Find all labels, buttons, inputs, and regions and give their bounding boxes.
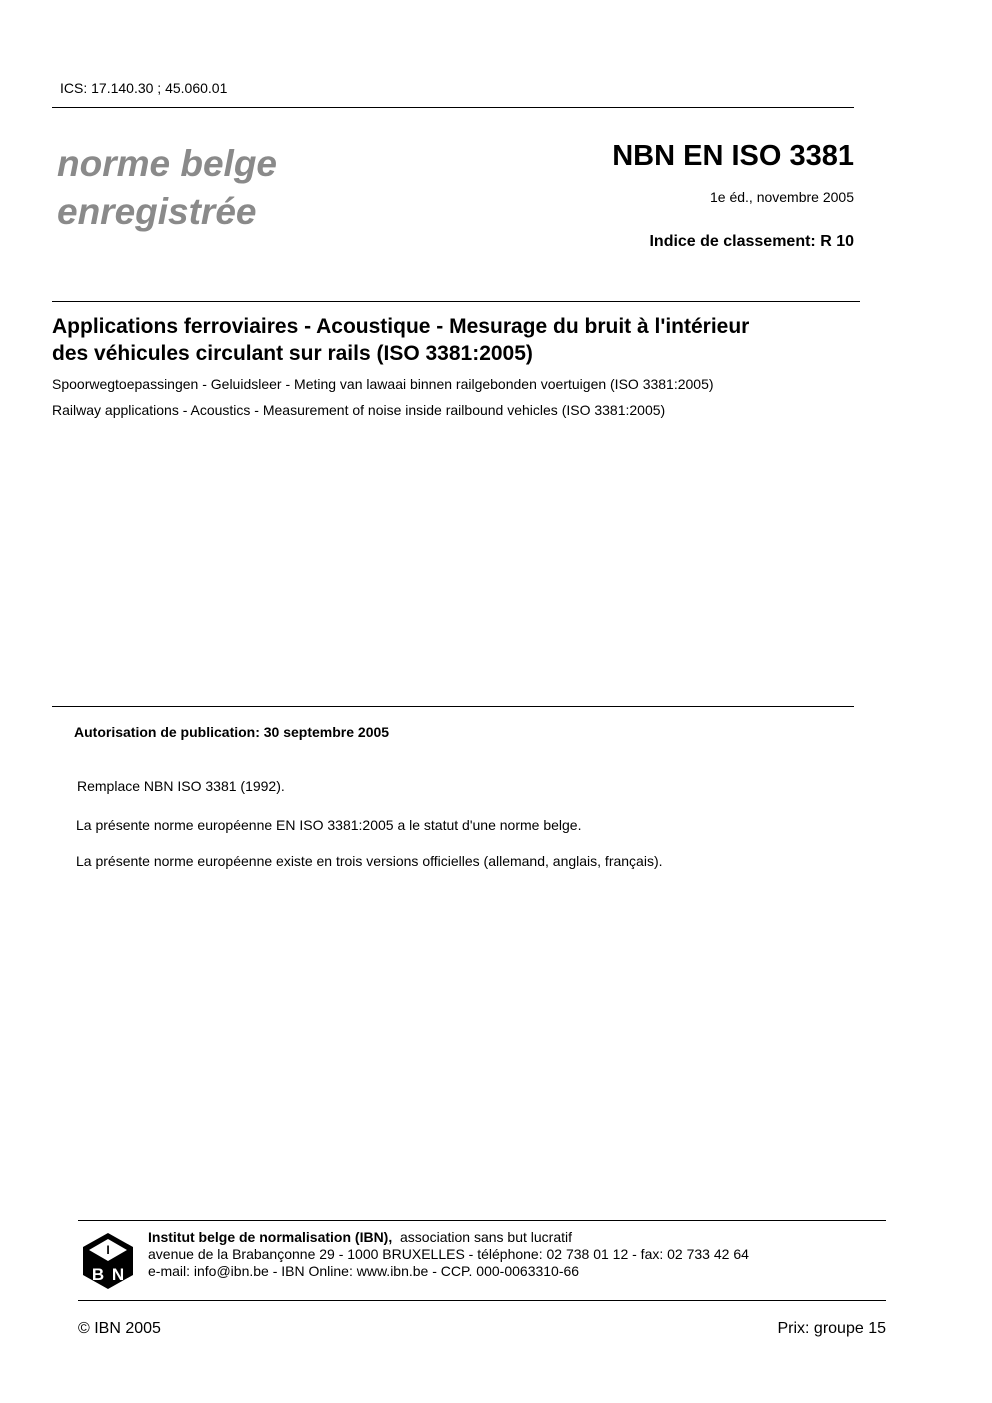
title-english: Railway applications - Acoustics - Measurement of noise inside railbound vehicles (ISO 3381:2005) [52, 402, 666, 418]
footer-top-rule [78, 1220, 886, 1221]
title-dutch: Spoorwegtoepassingen - Geluidsleer - Meting van lawaai binnen railgebonden voertuigen (ISO 3381:2005) [52, 376, 714, 392]
standard-number: NBN EN ISO 3381 [612, 140, 854, 172]
publication-authorization: Autorisation de publication: 30 septembre 2005 [74, 724, 390, 740]
classement-index: Indice de classement: R 10 [649, 233, 854, 250]
title-french-line-2: des véhicules circulant sur rails (ISO 3381:2005) [52, 342, 533, 365]
institute-contact: e-mail: info@ibn.be - IBN Online: www.ibn.be - CCP. 000-0063310-66 [148, 1263, 580, 1279]
footer-bottom-rule [78, 1300, 886, 1301]
replaces-text: Remplace NBN ISO 3381 (1992). [77, 778, 285, 794]
status-text: La présente norme européenne EN ISO 3381:2005 a le statut d'une norme belge. [76, 817, 582, 833]
title-french [52, 313, 749, 367]
copyright: © IBN 2005 [78, 1320, 161, 1337]
logo-letter-b: B [91, 1265, 105, 1284]
institute-info [148, 1229, 749, 1280]
logo-letter-i: I [106, 1243, 110, 1257]
versions-text: La présente norme européenne existe en trois versions officielles (allemand, anglais, français). [76, 853, 663, 869]
header-rule [52, 107, 854, 108]
logo-letter-n: N [111, 1265, 125, 1284]
price-group: Prix: groupe 15 [777, 1320, 886, 1337]
edition: 1e éd., novembre 2005 [710, 189, 854, 205]
title-rule [52, 301, 860, 302]
institute-desc: association sans but lucratif [400, 1229, 572, 1245]
institute-address: avenue de la Brabançonne 29 - 1000 BRUXELLES - téléphone: 02 738 01 12 - fax: 02 733 42 64 [148, 1246, 749, 1262]
publication-rule [52, 706, 854, 707]
norme-line-2: enregistrée [57, 191, 257, 232]
ics-codes: ICS: 17.140.30 ; 45.060.01 [60, 80, 228, 96]
ibn-logo [82, 1232, 134, 1290]
title-french-line-1: Applications ferroviaires - Acoustique - Mesurage du bruit à l'intérieur [52, 315, 750, 338]
norme-line-1: norme belge [57, 143, 277, 184]
norme-belge-label [57, 140, 277, 236]
institute-name: Institut belge de normalisation (IBN), [148, 1229, 393, 1245]
